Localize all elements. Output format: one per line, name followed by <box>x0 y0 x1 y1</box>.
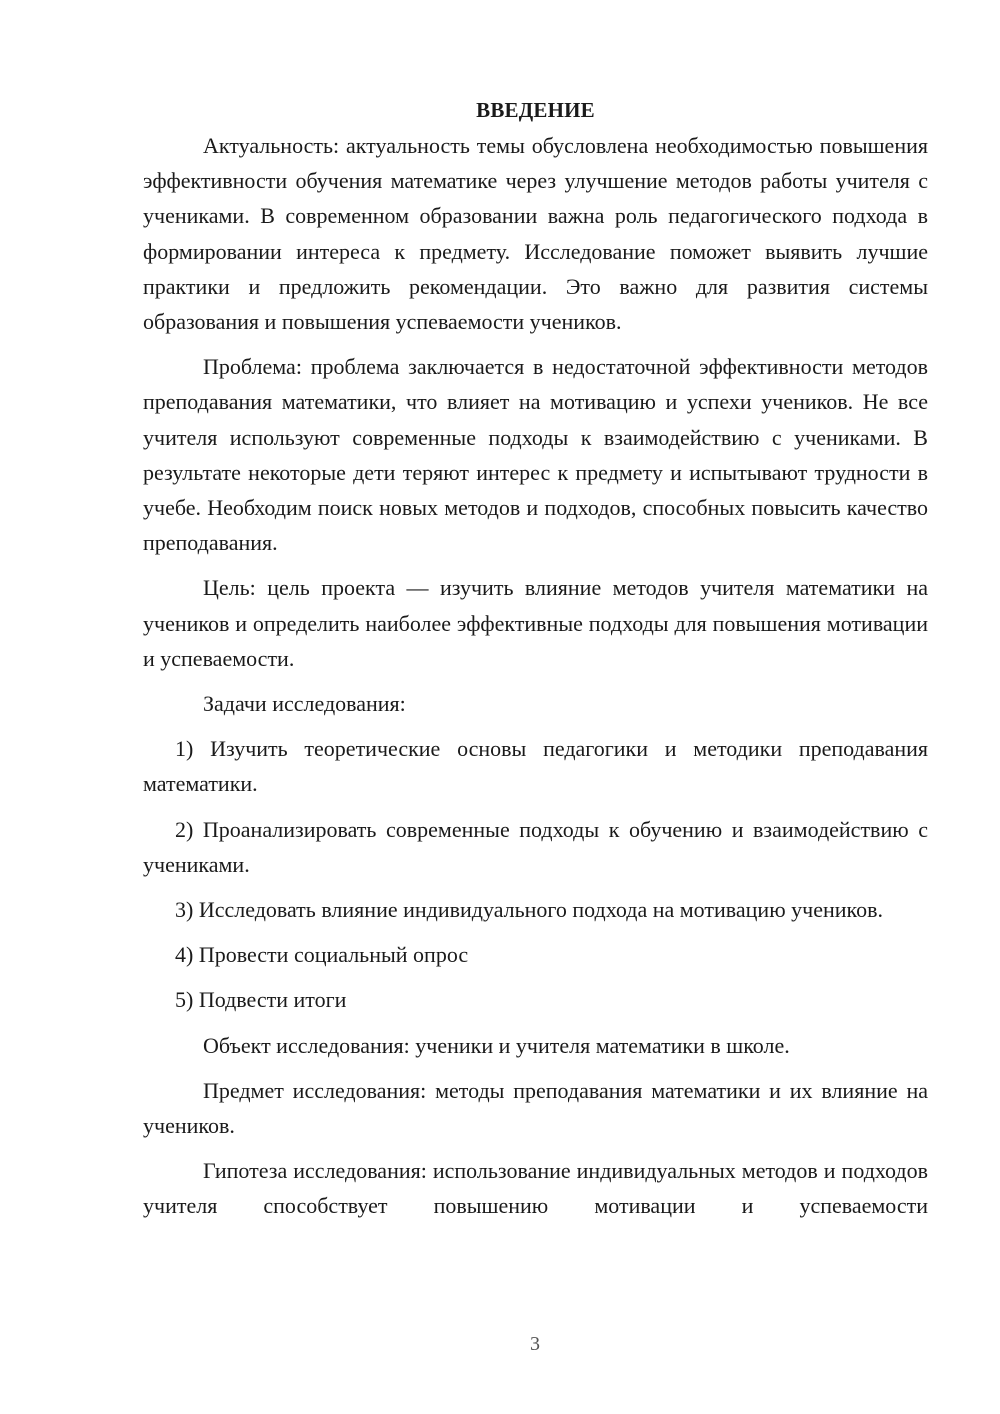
section-title: ВВЕДЕНИЕ <box>476 98 595 122</box>
subject-paragraph: Предмет исследования: методы преподавания математики и их влияние на учеников. <box>143 1077 928 1139</box>
task-item-3: 3) Исследовать влияние индивидуального подхода на мотивацию учеников. <box>175 897 883 923</box>
task-item-5: 5) Подвести итоги <box>175 987 347 1013</box>
problem-paragraph: Проблема: проблема заключается в недостаточной эффективности методов преподавания математики, что влияет на мотивацию и успехи учеников. Не все учителя используют современные подходы к взаимодействию с учениками. В результате некоторые дети теряют интерес к предмету и испытывают трудности в учебе. Необходим поиск новых методов и подходов, способных повысить качество преподавания. <box>143 354 928 556</box>
goal-paragraph: Цель: цель проекта — изучить влияние методов учителя математики на учеников и определить наиболее эффективные подходы для повышения мотивации и успеваемости. <box>143 575 928 671</box>
object-paragraph: Объект исследования: ученики и учителя математики в школе. <box>203 1032 790 1058</box>
task-item-4: 4) Провести социальный опрос <box>175 942 469 968</box>
document-page <box>143 93 928 1234</box>
tasks-list <box>143 731 928 1017</box>
task-item-1: 1) Изучить теоретические основы педагогики и методики преподавания математики. <box>143 736 928 797</box>
tasks-heading: Задачи исследования: <box>203 691 406 717</box>
task-item-2: 2) Проанализировать современные подходы к обучению и взаимодействию с учениками. <box>143 816 928 877</box>
hypothesis-paragraph: Гипотеза исследования: использование индивидуальных методов и подходов учителя способствует повышению мотивации и успеваемости <box>143 1158 928 1219</box>
relevance-paragraph: Актуальность: актуальность темы обусловлена необходимостью повышения эффективности обучения математике через улучшение методов работы учителя с учениками. В современном образовании важна роль педагогического подхода в формировании интереса к предмету. Исследование поможет выявить лучшие практики и предложить рекомендации. Это важно для развития системы образования и повышения успеваемости учеников. <box>143 133 928 335</box>
page-number: 3 <box>530 1333 540 1355</box>
